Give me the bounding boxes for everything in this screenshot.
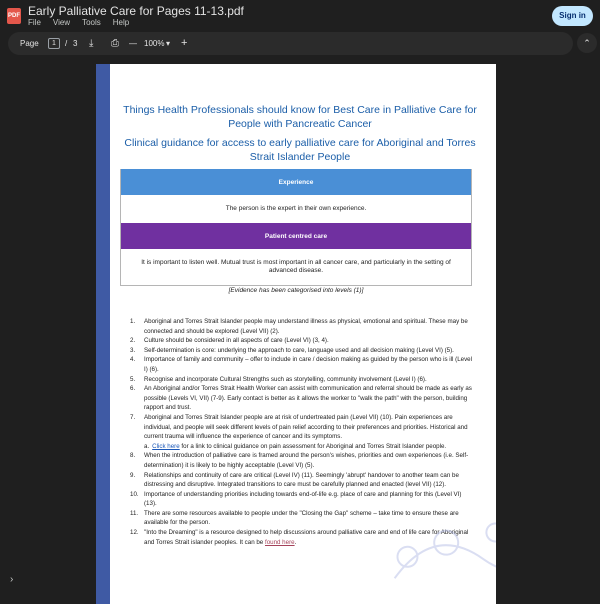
list-item: 12. "Into the Dreaming" is a resource designed to help discussions around palliative care and end of life care for Aboriginal and Torres Strait islander peoples. It can be found here. [130, 529, 469, 546]
heading-title: Things Health Professionals should know for Best Care in Palliative Care for People with Pancreatic Cancer [123, 104, 477, 130]
zoom-out-button[interactable]: — [129, 39, 137, 48]
document-title: Early Palliative Care for Pages 11-13.pdf [28, 4, 244, 18]
list-item: 5. Recognise and incorporate Cultural Strengths such as storytelling, community involvement (Level I) (6). [130, 375, 427, 383]
sign-in-button[interactable]: Sign in [552, 6, 593, 26]
page-number-input[interactable]: 1 [48, 38, 60, 49]
list-subitem: a. Click here for a link to clinical guidance on pain assessment for Aboriginal and Torres Strait Islander people. [144, 442, 447, 450]
list-item: 10. Importance of understanding priorities including towards end-of-life e.g. place of care and planning for this (Level VI) (13). [130, 490, 462, 508]
list-item: 4. Importance of family and community – offer to include in care / decision making as guided by the person who is ill (Level I) (6). [130, 356, 472, 373]
pain-assessment-link[interactable]: Click here [152, 442, 180, 450]
menu-bar [28, 18, 129, 27]
list-item: 7. Aboriginal and Torres Strait Islander people are at risk of undertreated pain (Level VII) (10). Pain experiences are individual, and people will seek different levels of pain relief according to their preferences and priorities. Historical and current trauma will influence the experience of cancer and its symptoms. [130, 413, 468, 441]
list-item: 6. An Aboriginal and/or Torres Strait Health Worker can assist with communication and referral should be made as early as possible (Levels VI, VII) (7-9). Early contact is better as it allows the worker to "walk the path" with the person, building rapport and trust. [130, 385, 472, 412]
guidance-table [120, 169, 472, 286]
page-side-bar [96, 64, 110, 604]
page-separator: / [65, 39, 68, 48]
table-header-patient-centred: Patient centred care [121, 223, 471, 249]
download-icon[interactable]: ⤓ [89, 38, 94, 49]
menu-view[interactable]: View [52, 18, 71, 27]
zoom-dropdown-icon[interactable]: ▾ [166, 39, 171, 48]
menu-help[interactable]: Help [112, 18, 130, 27]
list-item: 11. There are some resources available to people under the "Closing the Gap" scheme – take time to ensure these are available for the person. [130, 509, 459, 527]
into-the-dreaming-link[interactable]: found here [264, 538, 295, 546]
list-item: 8. When the introduction of palliative care is framed around the person's wishes, priorities and own experiences (i.e. Self-determination) it is likely to be highly acceptable (Level VI) (5). [130, 452, 469, 469]
sidebar-toggle-icon[interactable]: › [10, 574, 14, 585]
collapse-toolbar-icon[interactable]: ⌃ [577, 33, 597, 53]
table-cell-experience: The person is the expert in their own experience. [225, 204, 367, 212]
page-total: 3 [73, 39, 78, 48]
title-bar [0, 0, 600, 31]
table-header-experience: Experience [121, 169, 471, 195]
zoom-level[interactable]: 100% [144, 39, 165, 48]
evidence-note: [Evidence has been categorised into levels (1)] [228, 287, 364, 294]
list-item: 9. Relationships and continuity of care are critical (Level IV) (11). Seemingly 'abrupt' handover to another team can be distressing and disruptive. Integrated transitions to care must be carefully planned and enacted (level VII) (12). [130, 471, 459, 489]
heading-subtitle: Clinical guidance for access to early palliative care for Aboriginal and Torres Strait Islander People [124, 137, 476, 163]
pdf-page [96, 64, 496, 604]
print-icon[interactable]: ⎙ [111, 38, 119, 49]
menu-tools[interactable]: Tools [82, 18, 101, 27]
page-label: Page [20, 39, 39, 48]
menu-file[interactable]: File [28, 18, 41, 27]
pdf-toolbar [8, 32, 573, 55]
list-item: 3. Self-determination is core: underlying the approach to care, language used and all decision making (Level VI) (5). [130, 346, 454, 354]
zoom-in-button[interactable]: + [181, 37, 188, 49]
list-item: 1. Aboriginal and Torres Strait Islander people may understand illness as physical, emotional and spiritual. These may be connected and should be explored (Level VII) (2). [130, 318, 468, 335]
pdf-app-icon: PDF [7, 8, 21, 24]
table-cell-patient-centred: It is important to listen well. Mutual trust is most important in all cancer care, and particularly in the setting of advanced disease. [121, 249, 471, 286]
list-item: 2. Culture should be considered in all aspects of care (Level VI) (3, 4). [130, 337, 329, 345]
